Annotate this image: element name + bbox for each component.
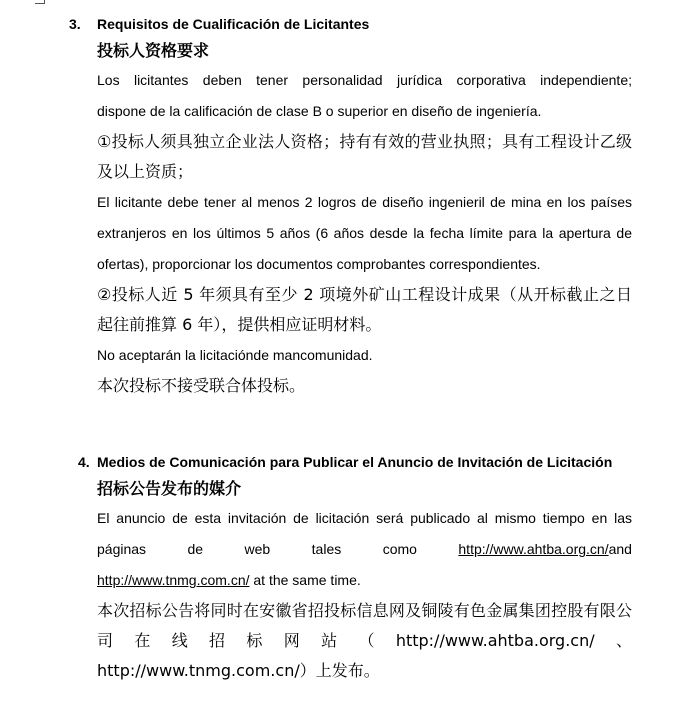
paragraph: Los licitantes deben tener personalidad jurídica corporativa independiente; bbox=[97, 72, 632, 88]
paragraph-line bbox=[97, 534, 632, 565]
word: páginas bbox=[97, 541, 147, 557]
section-qualification-requirements bbox=[0, 15, 699, 401]
paragraph: El licitante debe tener al menos 2 logros de diseño ingenieril de mina en los países extranjeros en los últimos 5 años (6 años desde la fecha límite para la apertura de ofertas), proporcionar los documentos comprobantes correspondientes. bbox=[97, 194, 632, 272]
paragraph-cn: 本次招标公告将同时在安徽省招投标信息网及铜陵有色金属集团控股有限公司在线招标网站（http://www.ahtba.org.cn/、http://www.tnmg.com.cn/）上发布。 bbox=[97, 601, 632, 680]
section-heading bbox=[0, 453, 699, 471]
paragraph: dispone de la calificación de clase B o superior en diseño de ingeniería. bbox=[97, 103, 542, 119]
section-title-cn: 投标人资格要求 bbox=[97, 41, 210, 60]
ahtba-link[interactable]: http://www.ahtba.org.cn/ bbox=[458, 541, 609, 557]
word: web bbox=[244, 541, 271, 557]
paragraph-tail: at the same time. bbox=[249, 572, 361, 588]
section-title: Medios de Comunicación para Publicar el Anuncio de Invitación de Licitación bbox=[97, 454, 613, 470]
section-publication-media bbox=[0, 453, 699, 686]
paragraph: No aceptarán la licitaciónde mancomunidad. bbox=[97, 347, 373, 363]
section-number: 4. bbox=[78, 454, 90, 470]
word: de bbox=[187, 541, 204, 557]
paragraph-line bbox=[97, 565, 632, 596]
tnmg-link[interactable]: http://www.tnmg.com.cn/ bbox=[97, 572, 250, 588]
section-heading bbox=[0, 15, 699, 33]
section-title-cn: 招标公告发布的媒介 bbox=[97, 479, 242, 498]
word: tales bbox=[311, 541, 342, 557]
word: como bbox=[382, 541, 417, 557]
word: and bbox=[608, 541, 632, 557]
paragraph: El anuncio de esta invitación de licitación será publicado al mismo tiempo en las bbox=[97, 510, 632, 526]
section-number: 3. bbox=[69, 16, 81, 32]
paragraph-cn: 本次投标不接受联合体投标。 bbox=[97, 376, 306, 395]
page-corner-mark bbox=[35, 0, 45, 4]
paragraph-cn: ①投标人须具独立企业法人资格；持有有效的营业执照；具有工程设计乙级及以上资质； bbox=[97, 132, 632, 181]
section-title: Requisitos de Cualificación de Licitantes bbox=[97, 16, 370, 32]
link-group bbox=[458, 534, 632, 565]
paragraph-cn: ②投标人近 5 年须具有至少 2 项境外矿山工程设计成果（从开标截止之日起往前推算 6 年），提供相应证明材料。 bbox=[97, 285, 632, 334]
